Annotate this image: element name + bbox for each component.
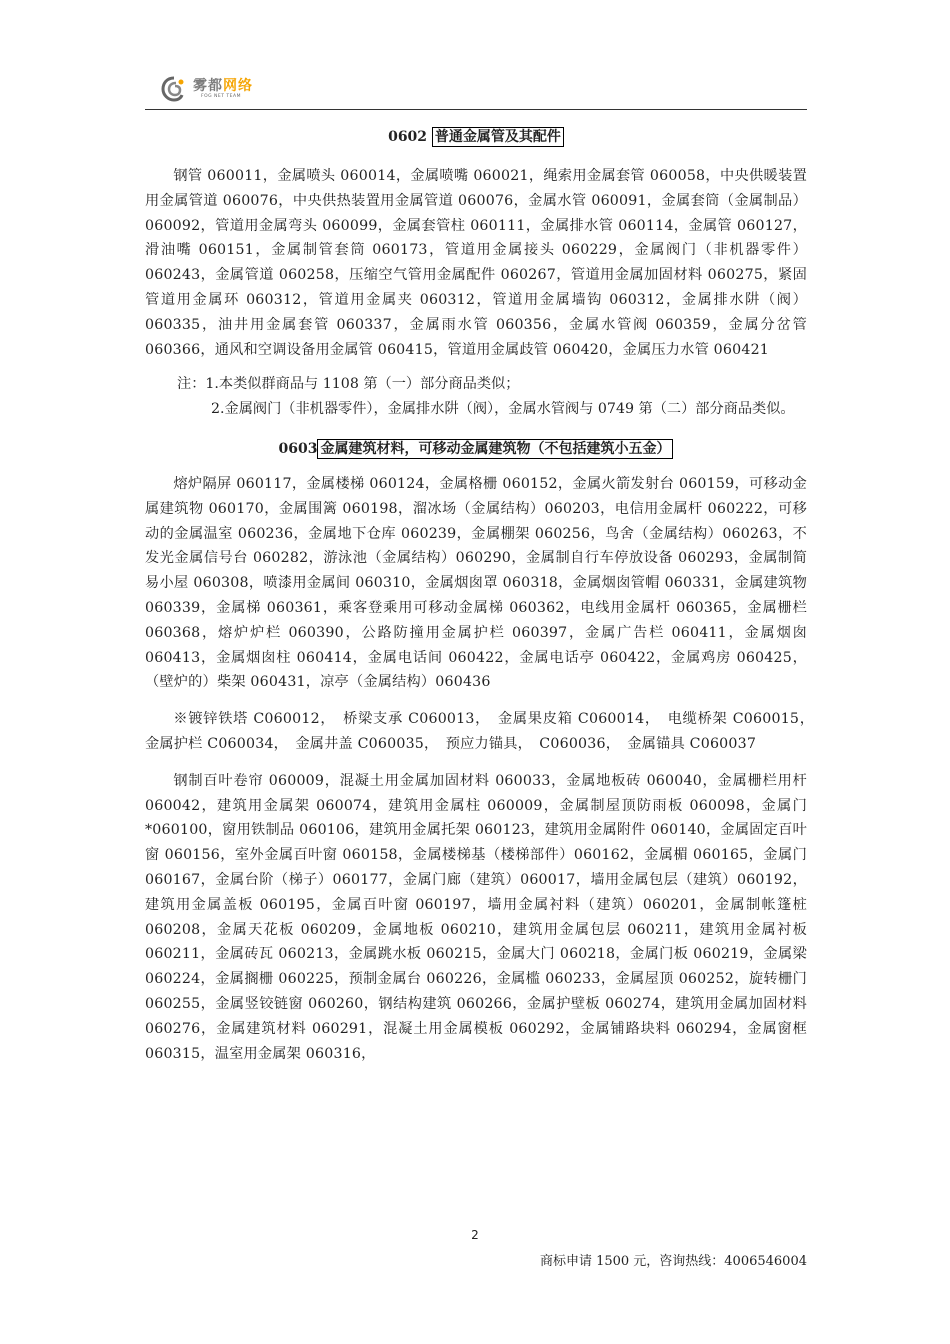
page-header xyxy=(145,70,807,108)
note-2: 2.金属阀门（非机器零件），金属排水阱（阀），金属水管阀与 0749 第（二）部分商品类似。 xyxy=(211,401,795,418)
section-code: 0602 xyxy=(388,129,428,145)
company-logo[interactable] xyxy=(159,74,253,104)
page-content xyxy=(145,124,822,1066)
section-name: 金属建筑材料，可移动金属建筑物（不包括建筑小五金） xyxy=(317,439,673,459)
section-code: 0603 xyxy=(278,440,318,457)
section-0602-body: 钢管 060011，金属喷头 060014，金属喷嘴 060021，绳索用金属套管 060058，中央供暖装置用金属管道 060076，中央供热装置用金属管道 060076，金属水管 060091，金属套筒（金属制品）060092，管道用金属弯头 060099，金属套管柱 060111，金属排水管 060114，金属管 060127，滑油嘴 060151，金属制管套筒 060173，管道用金属接头 060229，金属阀门（非机器零件）060243，金属管道 060258，压缩空气管用金属配件 060267，管道用金属加固材料 060275，紧固管道用金属环 060312，管道用金属夹 060312，管道用金属墙钩 060312，金属排水阱（阀）060335，油井用金属套管 060337，金属雨水管 060356，金属水管阀 060359，金属分岔管 060366，通风和空调设备用金属管 060415，管道用金属歧管 060420，金属压力水管 060421 xyxy=(145,168,807,358)
logo-name-part1: 雾都 xyxy=(193,77,223,94)
section-0603-body-2: ※镀锌铁塔 C060012， 桥梁支承 C060013， 金属果皮箱 C060014， 电缆桥架 C060015， 金属护栏 C060034， 金属井盖 C060035， 预应力锚具， C060036， 金属锚具 C060037 xyxy=(145,711,822,752)
section-0603-body-1: 熔炉隔屏 060117，金属楼梯 060124，金属格栅 060152，金属火箭发射台 060159，可移动金属建筑物 060170，金属围篱 060198，溜冰场（金属结构）060203，电信用金属杆 060222，可移动的金属温室 060236，金属地下仓库 060239，金属棚架 060256，鸟舍（金属结构）060263，不发光金属信号台 060282，游泳池（金属结构）060290，金属制自行车停放设备 060293，金属制简易小屋 060308，喷漆用金属间 060310，金属烟囱罩 060318，金属烟囱管帽 060331，金属建筑物 060339，金属梯 060361，乘客登乘用可移动金属梯 060362，电线用金属杆 060365，金属栅栏 060368，熔炉炉栏 060390，公路防撞用金属护栏 060397，金属广告栏 060411，金属烟囱 060413，金属烟囱柱 060414，金属电话间 060422，金属电话亭 060422，金属鸡房 060425，（壁炉的）柴架 060431，凉亭（金属结构）060436 xyxy=(145,475,807,691)
section-title-0602 xyxy=(145,124,807,150)
footer-note: 商标申请 1500 元，咨询热线：4006546004 xyxy=(539,1254,807,1269)
header-divider xyxy=(145,109,807,110)
logo-name-part2: 网络 xyxy=(223,77,253,94)
note-1: 注：1.本类似群商品与 1108 第（一）部分商品类似； xyxy=(177,376,520,393)
section-title-0603 xyxy=(145,436,807,462)
section-0602-notes xyxy=(145,372,807,422)
logo-icon xyxy=(159,74,189,104)
section-0603-body-3: 钢制百叶卷帘 060009，混凝土用金属加固材料 060033，金属地板砖 060040，金属栅栏用杆 060042，建筑用金属架 060074，建筑用金属柱 060009，金属制屋顶防雨板 060098，金属门*060100，窗用铁制品 060106，建筑用金属托架 060123，建筑用金属附件 060140，金属固定百叶窗 060156，室外金属百叶窗 060158，金属楼梯基（楼梯部件）060162，金属楣 060165，金属门 060167，金属台阶（梯子）060177，金属门廊（建筑）060017，墙用金属包层（建筑）060192，建筑用金属盖板 060195，金属百叶窗 060197，墙用金属衬料（建筑）060201，金属制帐篷桩 060208，金属天花板 060209，金属地板 060210，建筑用金属包层 060211，建筑用金属衬板 060211，金属砖瓦 060213，金属跳水板 060215，金属大门 060218，金属门板 060219，金属梁 060224，金属搁栅 060225，预制金属台 060226，金属槛 060233，金属屋顶 060252，旋转栅门 060255，金属竖铰链窗 060260，钢结构建筑 060266，金属护壁板 060274，建筑用金属加固材料 060276，金属建筑材料 060291，混凝土用金属模板 060292，金属铺路块料 060294，金属窗框 060315，温室用金属架 060316， xyxy=(145,772,807,1062)
section-name: 普通金属管及其配件 xyxy=(432,127,564,147)
logo-subtitle: FOG NET TEAM xyxy=(201,93,241,99)
page-number: 2 xyxy=(471,1228,479,1242)
